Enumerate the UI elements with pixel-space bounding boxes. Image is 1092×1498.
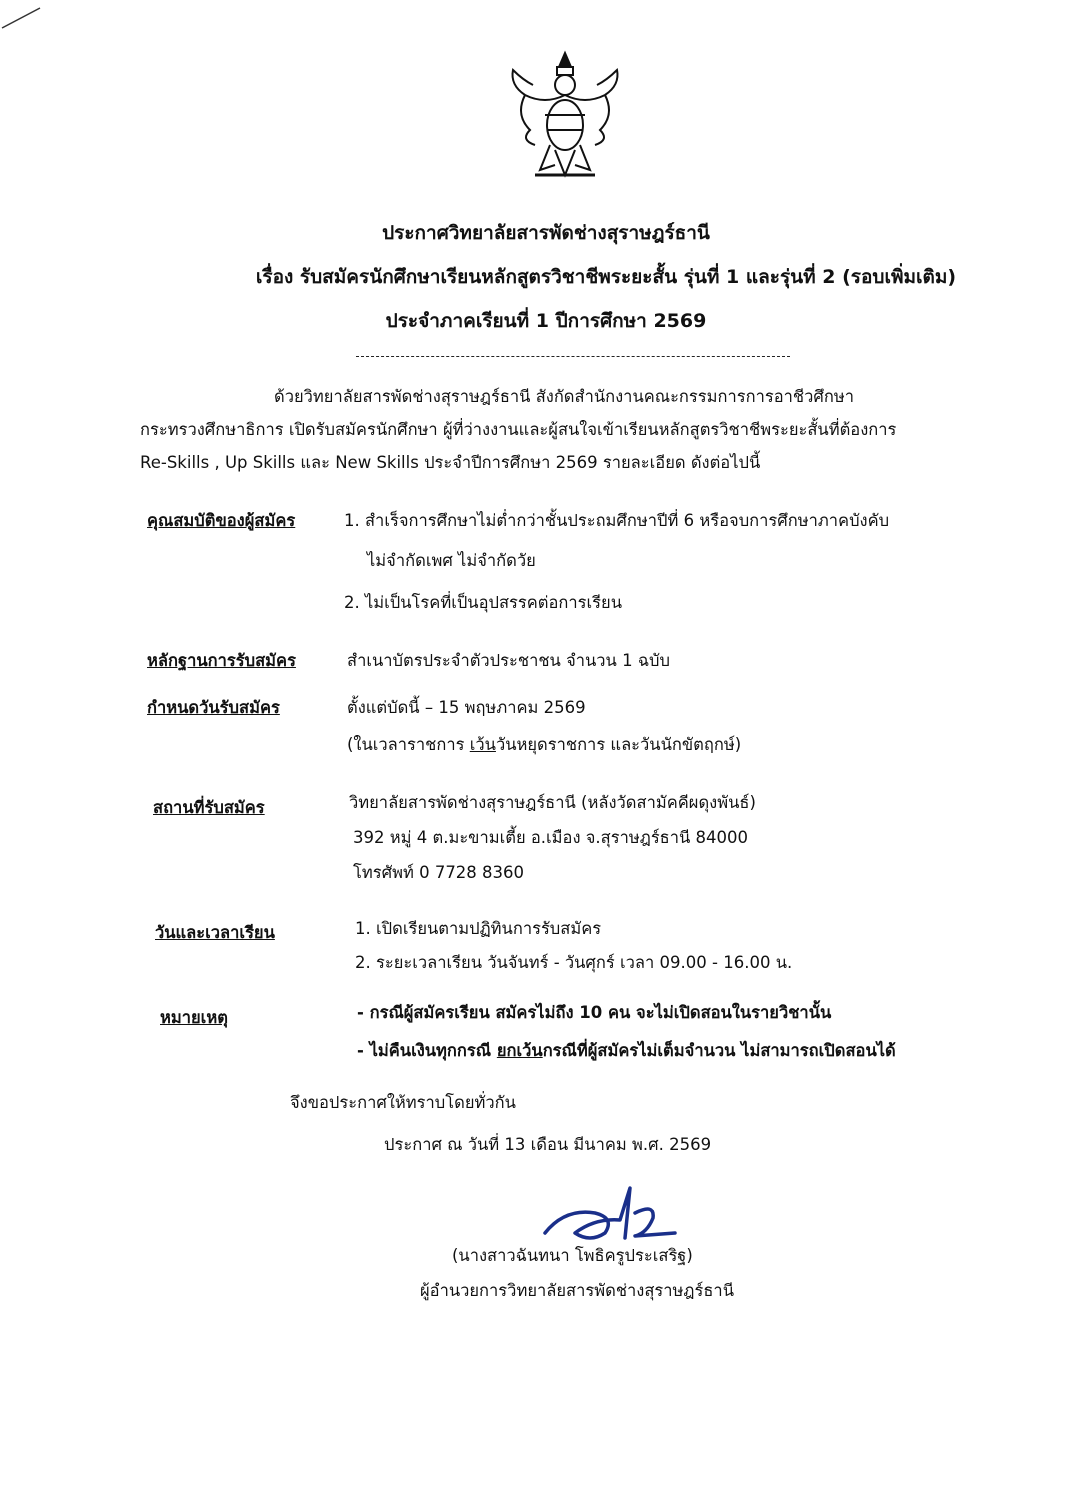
schedule-value-1: ตั้งแต่บัดนี้ – 15 พฤษภาคม 2569 (347, 698, 586, 717)
signatory-position: ผู้อำนวยการวิทยาลัยสารพัดช่างสุราษฎร์ธานี (420, 1281, 734, 1300)
schedule-note-underlined: เว้น (469, 735, 496, 754)
remarks-note-post: กรณีที่ผู้สมัครไม่เต็มจำนวน ไม่สามารถเปิดสอนได้ (542, 1041, 896, 1060)
garuda-emblem-icon (505, 45, 625, 185)
location-value-1: วิทยาลัยสารพัดช่างสุราษฎร์ธานี (หลังวัดสามัคคีผดุงพันธ์) (349, 793, 756, 812)
intro-line-2: กระทรวงศึกษาธิการ เปิดรับสมัครนักศึกษา ผู้ที่ว่างงานและผู้สนใจเข้าเรียนหลักสูตรวิชาชีพระยะสั้นที่ต้องการ (140, 420, 897, 439)
location-label: สถานที่รับสมัคร (153, 798, 265, 817)
schedule-label: กำหนดวันรับสมัคร (147, 698, 280, 717)
announcement-subject: เรื่อง รับสมัครนักศึกษาเรียนหลักสูตรวิชาชีพระยะสั้น รุ่นที่ 1 และรุ่นที่ 2 (รอบเพิ่มเติม) (255, 266, 957, 288)
schedule-note-pre: (ในเวลาราชการ (347, 735, 470, 754)
remarks-value-1: - กรณีผู้สมัครเรียน สมัครไม่ถึง 10 คน จะไม่เปิดสอนในรายวิชานั้น (357, 1003, 832, 1022)
closing-line: จึงขอประกาศให้ทราบโดยทั่วกัน (290, 1093, 516, 1112)
remarks-note-underlined: ยกเว้น (496, 1041, 543, 1060)
remarks-value-2 (357, 1038, 896, 1064)
title-divider (356, 356, 790, 357)
schedule-value-2 (347, 732, 741, 758)
scan-corner-mark (0, 0, 60, 30)
qualification-item-2: 2. ไม่เป็นโรคที่เป็นอุปสรรคต่อการเรียน (344, 593, 622, 612)
qualifications-label: คุณสมบัติของผู้สมัคร (147, 511, 296, 530)
schedule-note-post: วันหยุดราชการ และวันนักขัตฤกษ์) (495, 735, 742, 754)
remarks-label: หมายเหตุ (160, 1008, 228, 1027)
announcement-date: ประกาศ ณ วันที่ 13 เดือน มีนาคม พ.ศ. 2569 (384, 1135, 712, 1154)
intro-paragraph (140, 380, 1010, 479)
location-phone: โทรศัพท์ 0 7728 8360 (353, 863, 525, 882)
handwritten-signature (535, 1178, 695, 1248)
class-time-value-2: 2. ระยะเวลาเรียน วันจันทร์ - วันศุกร์ เวลา 09.00 - 16.00 น. (355, 953, 793, 972)
location-value-2: 392 หมู่ 4 ต.มะขามเตี้ย อ.เมือง จ.สุราษฎร์ธานี 84000 (353, 828, 749, 847)
evidence-label: หลักฐานการรับสมัคร (147, 651, 296, 670)
intro-line-1: ด้วยวิทยาลัยสารพัดช่างสุราษฎร์ธานี สังกัดสำนักงานคณะกรรมการการอาชีวศึกษา (274, 387, 855, 406)
intro-line-3: Re-Skills , Up Skills และ New Skills ประจำปีการศึกษา 2569 รายละเอียด ดังต่อไปนี้ (140, 453, 761, 472)
qualification-item-1: 1. สำเร็จการศึกษาไม่ต่ำกว่าชั้นประถมศึกษาปีที่ 6 หรือจบการศึกษาภาคบังคับ (344, 511, 890, 530)
signatory-name: (นางสาวฉันทนา โพธิครูประเสริฐ) (452, 1246, 693, 1265)
class-time-value-1: 1. เปิดเรียนตามปฏิทินการรับสมัคร (355, 919, 602, 938)
class-time-label: วันและเวลาเรียน (155, 923, 275, 942)
announcement-title: ประกาศวิทยาลัยสารพัดช่างสุราษฎร์ธานี (382, 222, 710, 244)
remarks-note-pre: - ไม่คืนเงินทุกกรณี (357, 1041, 497, 1060)
announcement-term: ประจำภาคเรียนที่ 1 ปีการศึกษา 2569 (385, 310, 707, 332)
evidence-value: สำเนาบัตรประจำตัวประชาชน จำนวน 1 ฉบับ (347, 651, 670, 670)
qualification-item-1-cont: ไม่จำกัดเพศ ไม่จำกัดวัย (367, 551, 536, 570)
